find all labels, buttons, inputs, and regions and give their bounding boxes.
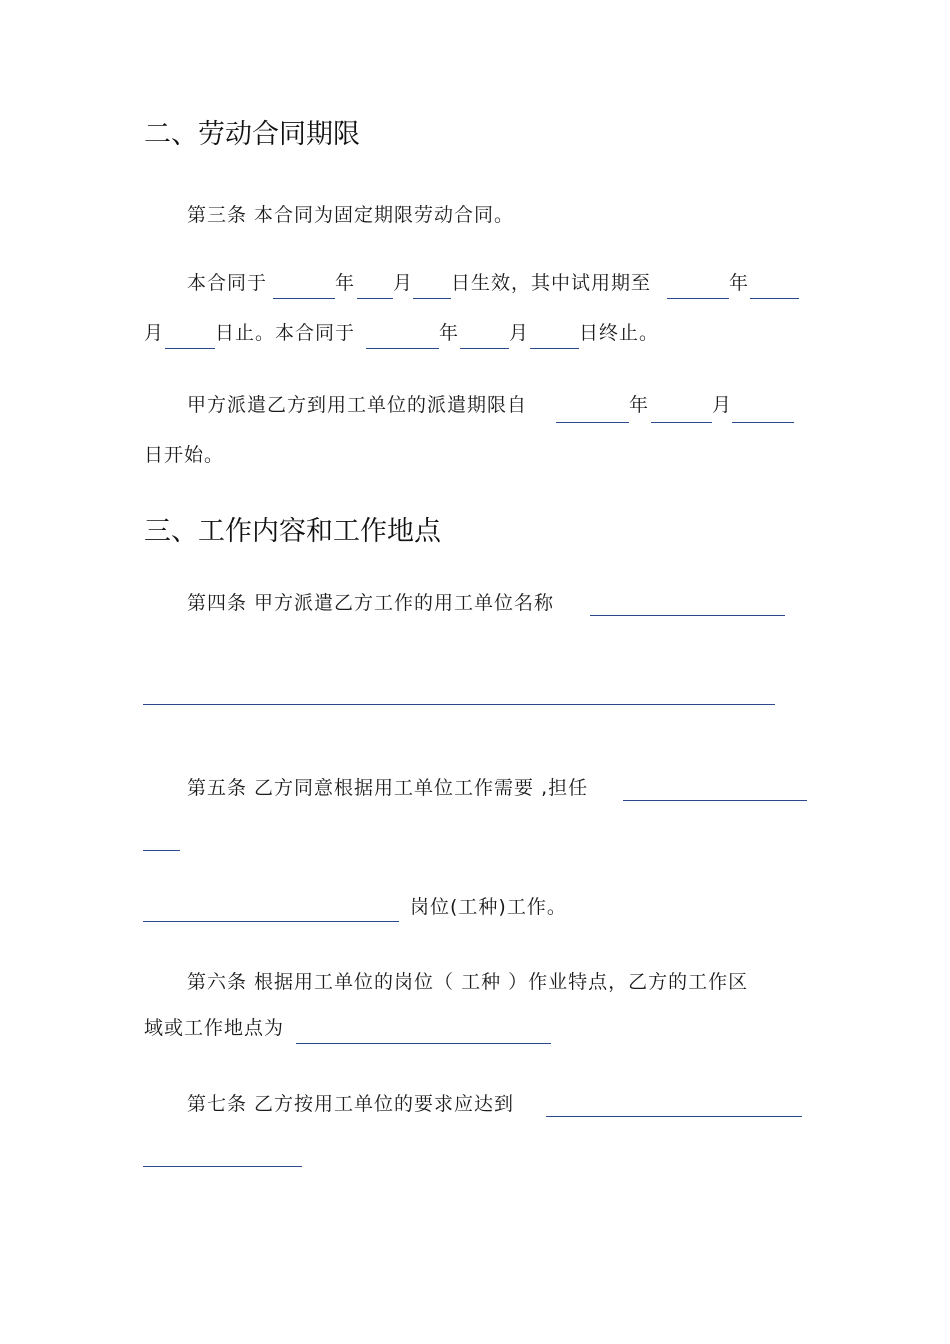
position-blank[interactable]: [623, 800, 807, 801]
employer-name-blank-2[interactable]: [143, 704, 775, 705]
month-label: 月: [393, 272, 414, 294]
month-label: 月: [712, 394, 733, 416]
end-year-blank[interactable]: [366, 348, 439, 349]
article-6-cont-text: 域或工作地点为: [144, 1017, 285, 1039]
year-label: 年: [729, 272, 750, 294]
year-label: 年: [439, 322, 460, 344]
position-blank-2[interactable]: [143, 921, 399, 922]
work-location-blank[interactable]: [296, 1043, 551, 1044]
month-label: 月: [144, 322, 165, 344]
probation-year-blank[interactable]: [667, 298, 729, 299]
start-day-blank[interactable]: [413, 298, 451, 299]
dispatch-month-blank[interactable]: [651, 422, 712, 423]
article-3-text: 第三条 本合同为固定期限劳动合同。: [187, 204, 515, 226]
year-label: 年: [335, 272, 356, 294]
employer-name-blank[interactable]: [590, 615, 785, 616]
article-5-text: 第五条 乙方同意根据用工单位工作需要 ,担任: [187, 777, 589, 799]
start-year-blank[interactable]: [273, 298, 335, 299]
dispatch-start-label: 日开始。: [144, 444, 225, 466]
article-5-post-text: 岗位(工种)工作。: [410, 896, 567, 918]
term-effective-label: 日生效，其中试用期至: [451, 272, 652, 294]
year-label: 年: [629, 394, 650, 416]
month-label: 月: [509, 322, 530, 344]
position-blank-cont[interactable]: [143, 850, 180, 851]
probation-month-blank[interactable]: [750, 298, 799, 299]
section-heading-work: 三、工作内容和工作地点: [144, 516, 441, 547]
dispatch-year-blank[interactable]: [556, 422, 629, 423]
dispatch-day-blank[interactable]: [732, 422, 794, 423]
article-7-text: 第七条 乙方按用工单位的要求应达到: [187, 1093, 515, 1115]
end-month-blank[interactable]: [460, 348, 509, 349]
requirement-blank[interactable]: [546, 1116, 802, 1117]
term-start-label: 本合同于: [187, 272, 268, 294]
dispatch-period-label: 甲方派遣乙方到用工单位的派遣期限自: [187, 394, 528, 416]
section-heading-term: 二、劳动合同期限: [144, 119, 360, 150]
start-month-blank[interactable]: [357, 298, 393, 299]
end-day-blank[interactable]: [530, 348, 579, 349]
term-terminate-label: 日终止。: [579, 322, 660, 344]
requirement-blank-2[interactable]: [143, 1166, 302, 1167]
article-4-text: 第四条 甲方派遣乙方工作的用工单位名称: [187, 592, 555, 614]
probation-day-blank[interactable]: [165, 348, 215, 349]
article-6-text: 第六条 根据用工单位的岗位（ 工种 ）作业特点，乙方的工作区: [187, 971, 749, 993]
term-end-label: 日止。本合同于: [215, 322, 356, 344]
